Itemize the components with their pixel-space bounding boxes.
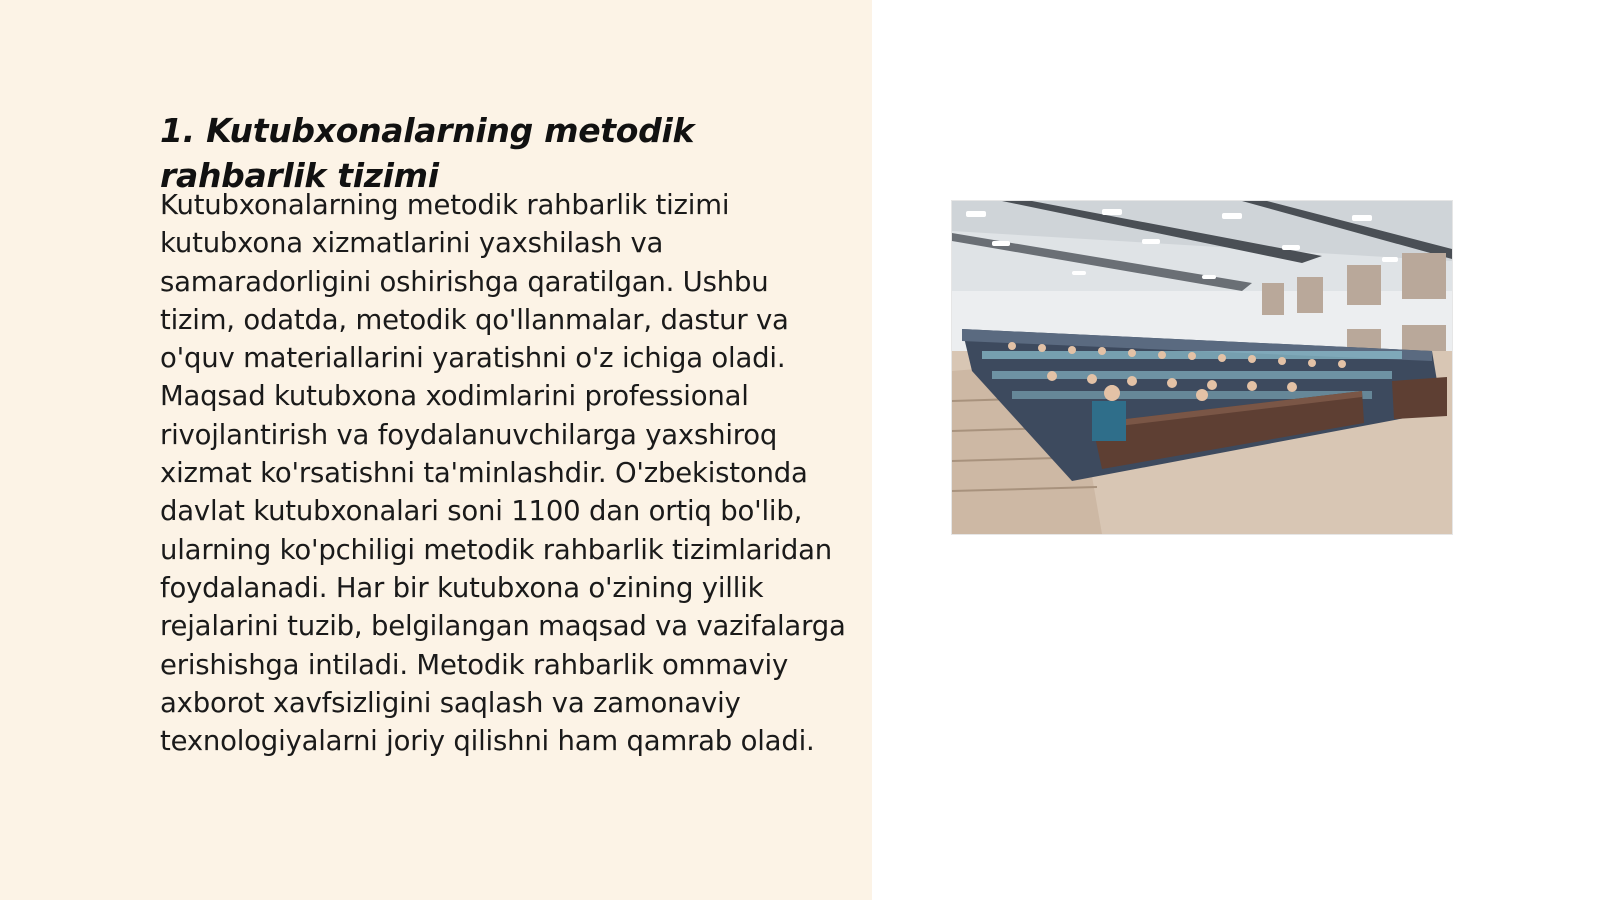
slide-body-text: Kutubxonalarning metodik rahbarlik tizimi kutubxona xizmatlarini yaxshilash va samaradorligini oshirishga qaratilgan. Ushbu tizim, odatda, metodik qo'llanmalar, dastur va o'quv materiallarini yaratishni o'z ichiga oladi. Maqsad kutubxona xodimlarini professional rivojlantirish va foydalanuvchilarga yaxshiroq xizmat ko'rsatishni ta'minlashdir. O'zbekistonda davlat kutubxonalari soni 1100 dan ortiq bo'lib, ularning ko'pchiligi metodik rahbarlik tizimlaridan foydalanadi. Har bir kutubxona o'zining yillik rejalarini tuzib, belgilangan maqsad va vazifalarga erishishga intiladi. Metodik rahbarlik ommaviy axborot xavfsizligini saqlash va zamonaviy texnologiyalarni joriy qilishni ham qamrab oladi. [160,189,846,758]
slide-title: 1. Kutubxonalarning metodik rahbarlik tizimi [160,111,695,195]
conference-hall-photo [951,200,1453,535]
